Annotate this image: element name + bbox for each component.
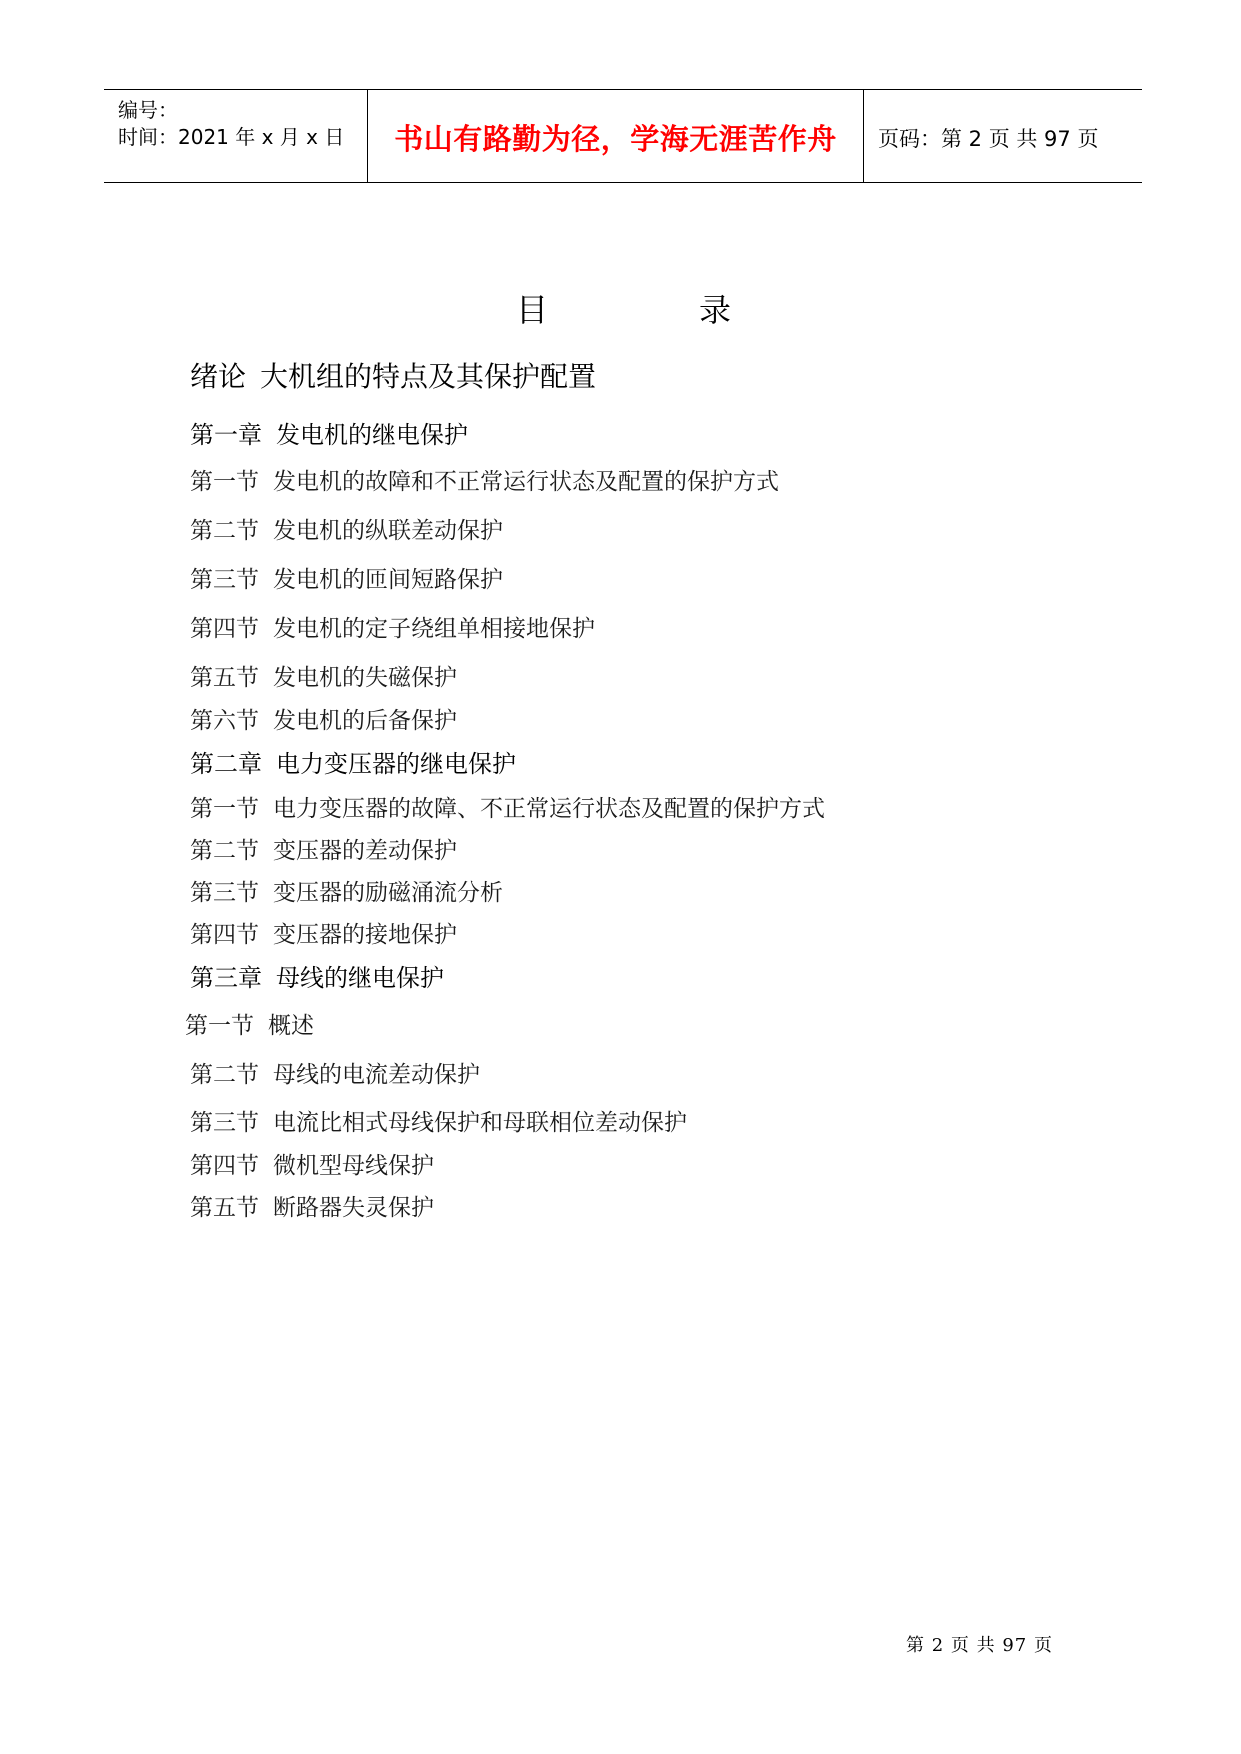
toc-entry-number: 第二节 xyxy=(190,518,259,544)
document-time-label: 时间：2021 年 x 月 x 日 xyxy=(118,125,345,149)
toc-entry-section[interactable] xyxy=(190,463,779,496)
toc-entry-section[interactable] xyxy=(190,874,503,907)
toc-entry-number: 第三章 xyxy=(190,964,262,992)
toc-entry-section[interactable] xyxy=(190,790,825,823)
toc-entry-text: 发电机的匝间短路保护 xyxy=(273,567,503,593)
toc-entry-number: 第四节 xyxy=(190,1153,259,1179)
toc-title-char-2: 录 xyxy=(699,291,732,329)
toc-entry-text: 大机组的特点及其保护配置 xyxy=(260,360,597,393)
toc-entry-intro[interactable] xyxy=(190,355,596,395)
toc-entry-text: 变压器的接地保护 xyxy=(273,922,457,948)
header-meta-cell xyxy=(104,90,368,182)
toc-entry-text: 概述 xyxy=(268,1013,314,1039)
toc-title-char-1: 目 xyxy=(516,291,549,329)
toc-entry-chapter[interactable] xyxy=(190,415,468,450)
toc-entry-number: 第五节 xyxy=(190,1195,259,1221)
page-header xyxy=(104,89,1142,183)
toc-entry-text: 发电机的故障和不正常运行状态及配置的保护方式 xyxy=(273,469,779,495)
toc-entry-number: 第三节 xyxy=(190,880,259,906)
toc-entry-section[interactable] xyxy=(185,1007,314,1040)
toc-entry-chapter[interactable] xyxy=(190,744,516,779)
toc-entry-text: 电流比相式母线保护和母联相位差动保护 xyxy=(273,1110,687,1136)
toc-entry-section[interactable] xyxy=(190,561,503,594)
toc-entry-section[interactable] xyxy=(190,512,503,545)
toc-entry-number: 第二节 xyxy=(190,838,259,864)
document-number-label: 编号： xyxy=(118,98,178,122)
toc-entry-text: 发电机的失磁保护 xyxy=(273,665,457,691)
toc-entry-number: 第四节 xyxy=(190,922,259,948)
toc-entry-number: 绪论 xyxy=(190,360,247,393)
toc-title xyxy=(0,285,1241,333)
toc-entry-text: 母线的电流差动保护 xyxy=(273,1062,480,1088)
toc-entry-text: 发电机的后备保护 xyxy=(273,708,457,734)
header-motto: 书山有路勤为径，学海无涯苦作舟 xyxy=(394,122,837,156)
toc-entry-section[interactable] xyxy=(190,610,595,643)
toc-entry-section[interactable] xyxy=(190,1104,687,1137)
toc-entry-number: 第一章 xyxy=(190,421,262,449)
header-page-code: 页码：第 2 页 共 97 页 xyxy=(878,127,1099,151)
toc-entry-text: 母线的继电保护 xyxy=(276,964,444,992)
toc-entry-number: 第六节 xyxy=(190,708,259,734)
toc-entry-number: 第二章 xyxy=(190,750,262,778)
toc-entry-number: 第三节 xyxy=(190,1110,259,1136)
toc-entry-number: 第三节 xyxy=(190,567,259,593)
header-page-cell xyxy=(864,90,1142,182)
toc-entry-section[interactable] xyxy=(190,702,457,735)
toc-entry-section[interactable] xyxy=(190,659,457,692)
toc-entry-section[interactable] xyxy=(190,1056,480,1089)
toc-entry-section[interactable] xyxy=(190,832,457,865)
toc-entry-number: 第二节 xyxy=(190,1062,259,1088)
toc-entry-section[interactable] xyxy=(190,916,457,949)
page-footer: 第 2 页 共 97 页 xyxy=(906,1635,1053,1656)
toc-entry-text: 微机型母线保护 xyxy=(273,1153,434,1179)
toc-entry-text: 变压器的差动保护 xyxy=(273,838,457,864)
toc-entry-number: 第一节 xyxy=(185,1013,254,1039)
toc-entry-text: 电力变压器的故障、不正常运行状态及配置的保护方式 xyxy=(273,796,825,822)
toc-entry-number: 第一节 xyxy=(190,469,259,495)
toc-entry-text: 发电机的继电保护 xyxy=(276,421,468,449)
toc-entry-text: 断路器失灵保护 xyxy=(273,1195,434,1221)
toc-entry-chapter[interactable] xyxy=(190,958,444,993)
toc-entry-section[interactable] xyxy=(190,1189,434,1222)
toc-entry-text: 变压器的励磁涌流分析 xyxy=(273,880,503,906)
toc-entry-number: 第一节 xyxy=(190,796,259,822)
toc-entry-section[interactable] xyxy=(190,1147,434,1180)
toc-entry-number: 第四节 xyxy=(190,616,259,642)
toc-entry-text: 电力变压器的继电保护 xyxy=(276,750,516,778)
header-motto-cell xyxy=(368,90,864,182)
toc-entry-number: 第五节 xyxy=(190,665,259,691)
toc-entry-text: 发电机的纵联差动保护 xyxy=(273,518,503,544)
toc-entry-text: 发电机的定子绕组单相接地保护 xyxy=(273,616,595,642)
